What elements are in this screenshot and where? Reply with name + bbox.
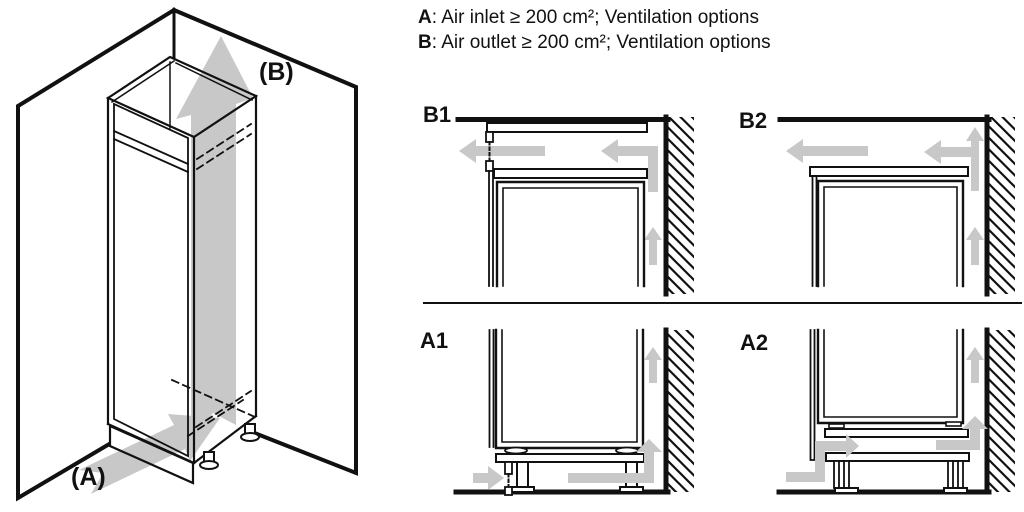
base-rail bbox=[496, 454, 644, 462]
option-b2-diagram bbox=[780, 117, 1015, 294]
airflow-bend-arrow bbox=[601, 139, 658, 192]
a1-vent-gap bbox=[505, 462, 512, 495]
airflow-left-arrow bbox=[786, 139, 868, 163]
wall-hatch bbox=[668, 330, 694, 492]
airflow-up-arrow bbox=[966, 227, 984, 265]
door-front bbox=[489, 171, 493, 286]
airflow-branch-arrow bbox=[924, 140, 975, 164]
option-b1-diagram bbox=[458, 117, 694, 294]
legend-line-a bbox=[418, 5, 771, 30]
airflow-left-arrow bbox=[459, 139, 545, 163]
iso-inlet-label: (A) bbox=[71, 463, 106, 491]
legend-text-a: : Air inlet ≥ 200 cm²; Ventilation options bbox=[431, 7, 760, 28]
airflow-up-arrow bbox=[644, 227, 662, 265]
legend-line-b bbox=[418, 30, 771, 55]
legend bbox=[418, 5, 771, 55]
door-front bbox=[490, 330, 494, 447]
appliance-body bbox=[818, 181, 963, 286]
appliance-body bbox=[818, 330, 963, 423]
plinth-leg bbox=[948, 461, 953, 488]
a2-structure bbox=[811, 330, 970, 493]
b2-structure bbox=[810, 167, 968, 286]
option-label-b1: B1 bbox=[423, 102, 452, 127]
option-label-a2: A2 bbox=[740, 330, 769, 355]
legend-key-b: B bbox=[418, 32, 432, 53]
airflow-up-arrow bbox=[966, 127, 984, 191]
isometric-corner-drawing bbox=[18, 10, 356, 498]
legend-text-b: : Air outlet ≥ 200 cm²; Ventilation options bbox=[431, 32, 771, 53]
plinth-leg bbox=[517, 462, 528, 487]
iso-outlet-label: (B) bbox=[259, 58, 294, 86]
wall-hatch bbox=[668, 117, 694, 294]
wall-hatch bbox=[989, 117, 1015, 294]
option-label-b2: B2 bbox=[739, 108, 768, 133]
door-front bbox=[811, 330, 815, 460]
option-a1-diagram bbox=[456, 330, 694, 495]
legend-key-a: A bbox=[418, 7, 432, 28]
option-a2-diagram bbox=[779, 330, 1015, 493]
appliance-body bbox=[496, 330, 643, 448]
appliance-body bbox=[497, 182, 644, 286]
airflow-right-arrow bbox=[473, 466, 504, 490]
door-front bbox=[813, 176, 817, 286]
option-label-a1: A1 bbox=[420, 328, 449, 353]
airflow-up-arrow bbox=[644, 347, 662, 383]
plinth-leg bbox=[834, 461, 839, 488]
airflow-up-arrow bbox=[966, 347, 984, 383]
wall-hatch bbox=[989, 330, 1015, 492]
